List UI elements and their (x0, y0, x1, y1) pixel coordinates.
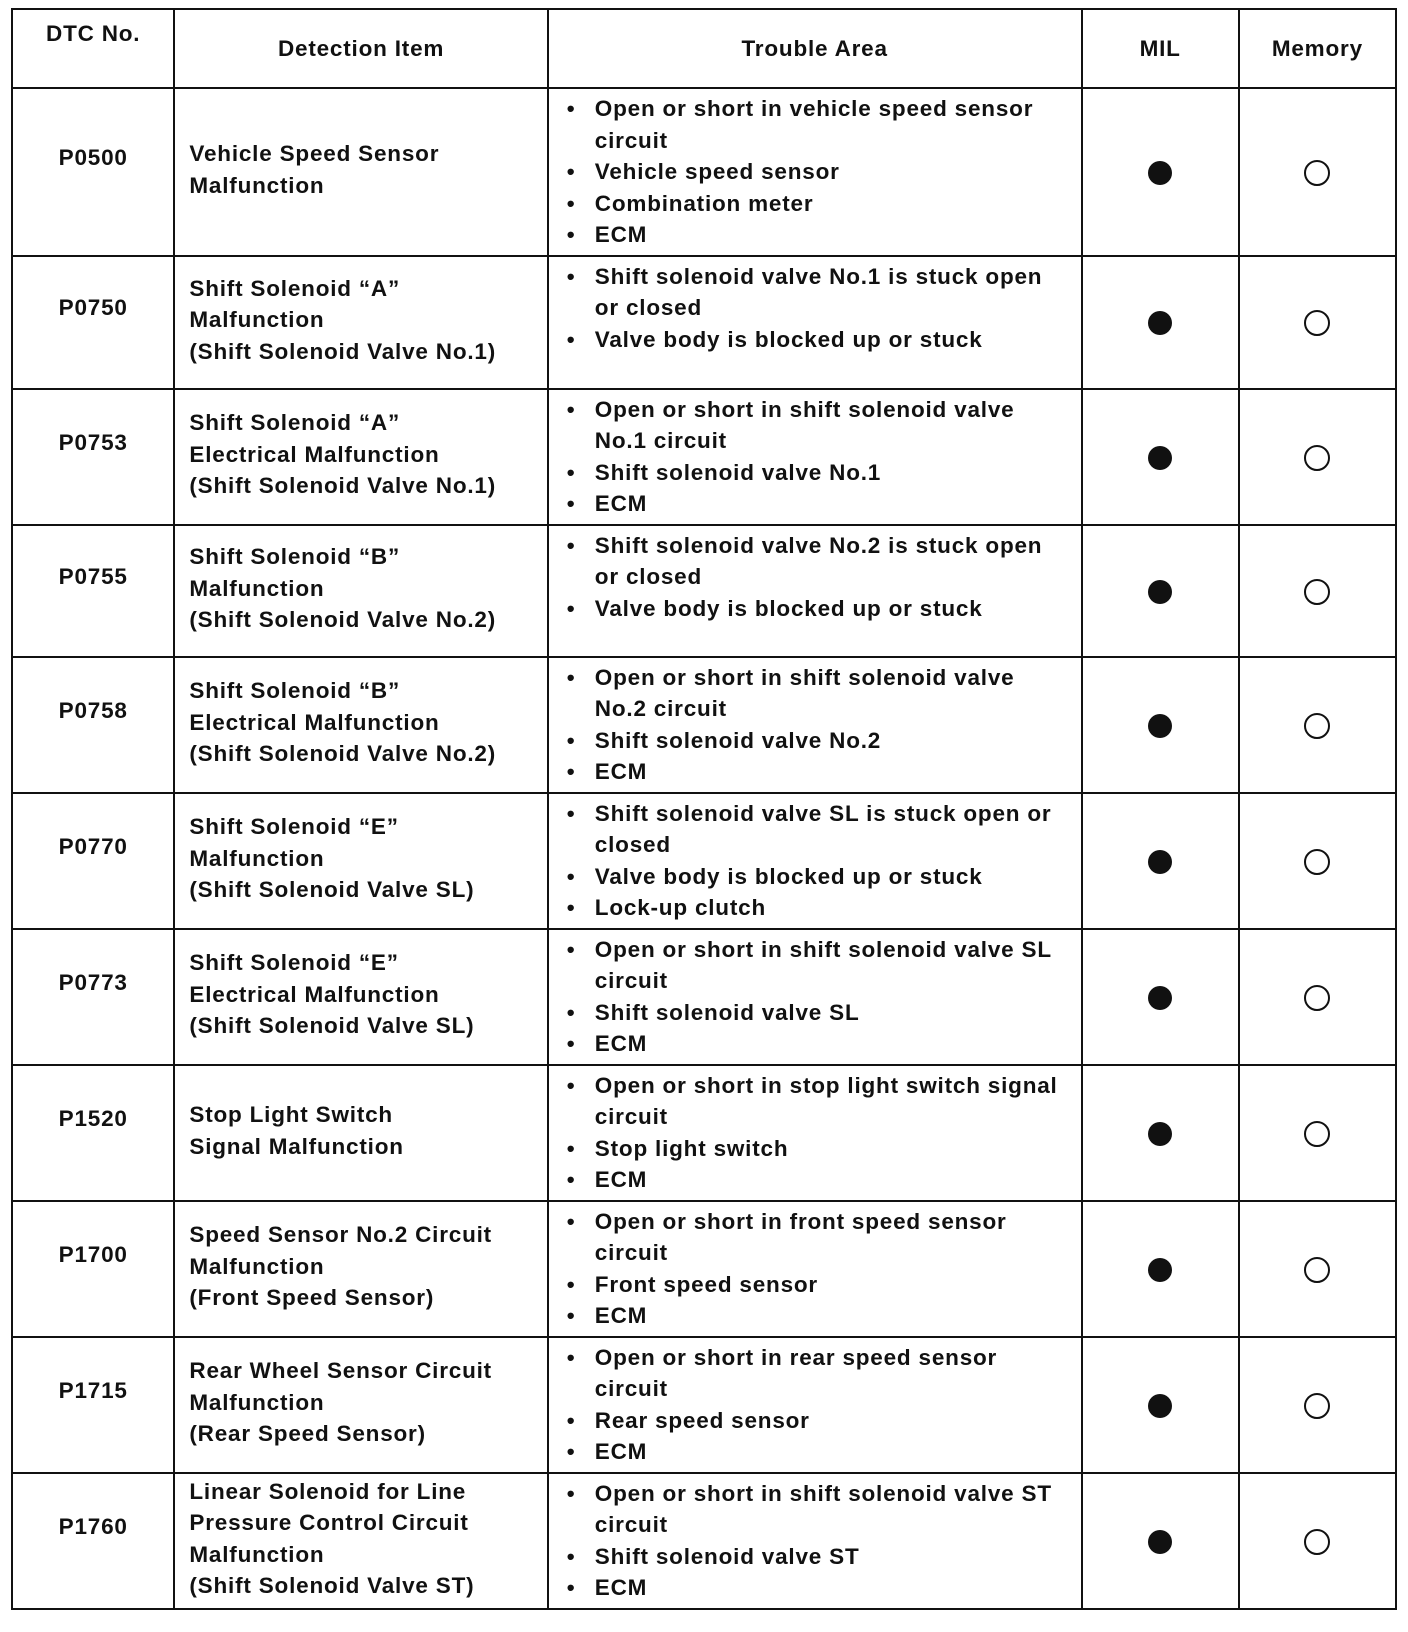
dtc-code: P1760 (58, 1513, 128, 1539)
header-trouble-area: Trouble Area (548, 9, 1082, 88)
detection-item-line: Shift Solenoid “A” (189, 275, 401, 301)
table-row (12, 525, 1396, 657)
memory-cell (1239, 256, 1396, 389)
trouble-area-list (565, 394, 1073, 520)
trouble-area-cell (548, 1065, 1082, 1201)
trouble-area-item: • Open or short in front speed sensor circuit (565, 1206, 1073, 1269)
table-row (12, 1337, 1396, 1473)
detection-item-line: Shift Solenoid “E” (189, 950, 399, 976)
trouble-area-list (565, 1342, 1073, 1468)
table-row (12, 389, 1396, 525)
detection-item-line: Malfunction (189, 172, 325, 198)
mil-filled-circle-icon (1148, 850, 1172, 874)
dtc-table-body (12, 88, 1396, 1609)
header-mil: MIL (1082, 9, 1239, 88)
trouble-area-item: • ECM (565, 1164, 1073, 1196)
table-row (12, 929, 1396, 1065)
dtc-code-cell (12, 1201, 174, 1337)
detection-item-line: Electrical Malfunction (189, 981, 440, 1007)
mil-cell (1082, 525, 1239, 657)
trouble-area-cell (548, 256, 1082, 389)
memory-cell (1239, 657, 1396, 793)
trouble-area-item: • Open or short in shift solenoid valve No.1 circuit (565, 394, 1073, 457)
detection-item-line: Malfunction (189, 575, 325, 601)
dtc-code-cell (12, 525, 174, 657)
trouble-area-list (565, 261, 1073, 356)
dtc-code: P1520 (58, 1105, 128, 1131)
trouble-area-item: • Open or short in vehicle speed sensor circuit (565, 93, 1073, 156)
detection-item-cell (174, 1065, 547, 1201)
detection-item-line: Pressure Control Circuit (189, 1510, 469, 1535)
memory-open-circle-icon (1304, 445, 1330, 471)
trouble-area-item: • Open or short in stop light switch signal circuit (565, 1070, 1073, 1133)
memory-open-circle-icon (1304, 1529, 1330, 1555)
detection-item-line: (Shift Solenoid Valve ST) (189, 1573, 475, 1598)
memory-cell (1239, 1201, 1396, 1337)
mil-filled-circle-icon (1148, 446, 1172, 470)
detection-item-line: Malfunction (189, 845, 325, 871)
dtc-code-cell (12, 256, 174, 389)
trouble-area-item: • Open or short in shift solenoid valve No.2 circuit (565, 662, 1073, 725)
trouble-area-cell (548, 1337, 1082, 1473)
trouble-area-item: • Shift solenoid valve No.1 is stuck open or closed (565, 261, 1073, 324)
memory-open-circle-icon (1304, 985, 1330, 1011)
mil-cell (1082, 1065, 1239, 1201)
trouble-area-cell (548, 389, 1082, 525)
dtc-code-cell (12, 88, 174, 256)
trouble-area-item: • Open or short in rear speed sensor circuit (565, 1342, 1073, 1405)
mil-filled-circle-icon (1148, 986, 1172, 1010)
table-row (12, 793, 1396, 929)
mil-filled-circle-icon (1148, 580, 1172, 604)
mil-filled-circle-icon (1148, 1394, 1172, 1418)
detection-item-line: Malfunction (189, 307, 325, 333)
dtc-code: P1700 (58, 1241, 128, 1267)
header-memory: Memory (1239, 9, 1396, 88)
trouble-area-list (565, 1206, 1073, 1332)
mil-cell (1082, 1201, 1239, 1337)
memory-open-circle-icon (1304, 713, 1330, 739)
memory-open-circle-icon (1304, 579, 1330, 605)
trouble-area-item: • Shift solenoid valve No.2 (565, 725, 1073, 757)
trouble-area-item: • ECM (565, 1300, 1073, 1332)
dtc-code-cell (12, 1337, 174, 1473)
trouble-area-list (565, 798, 1073, 924)
mil-filled-circle-icon (1148, 1530, 1172, 1554)
dtc-code-cell (12, 929, 174, 1065)
detection-item-line: Electrical Malfunction (189, 709, 440, 735)
dtc-code: P0773 (58, 969, 128, 995)
detection-item-line: Shift Solenoid “A” (189, 410, 401, 436)
mil-cell (1082, 389, 1239, 525)
mil-cell (1082, 793, 1239, 929)
trouble-area-list (565, 530, 1073, 625)
mil-cell (1082, 88, 1239, 256)
trouble-area-cell (548, 1473, 1082, 1609)
trouble-area-cell (548, 88, 1082, 256)
trouble-area-cell (548, 1201, 1082, 1337)
detection-item-line: Shift Solenoid “E” (189, 814, 399, 840)
memory-cell (1239, 1473, 1396, 1609)
table-row (12, 256, 1396, 389)
memory-cell (1239, 1337, 1396, 1473)
dtc-code: P1715 (58, 1377, 128, 1403)
trouble-area-cell (548, 929, 1082, 1065)
trouble-area-cell (548, 525, 1082, 657)
dtc-code: P0758 (58, 697, 128, 723)
trouble-area-item: • Open or short in shift solenoid valve ST circuit (565, 1478, 1073, 1541)
detection-item-cell (174, 657, 547, 793)
table-row (12, 1473, 1396, 1609)
trouble-area-item: • ECM (565, 488, 1073, 520)
dtc-code: P0750 (58, 295, 128, 321)
memory-cell (1239, 929, 1396, 1065)
trouble-area-item: • Shift solenoid valve ST (565, 1541, 1073, 1573)
trouble-area-item: • Front speed sensor (565, 1269, 1073, 1301)
detection-item-cell (174, 525, 547, 657)
trouble-area-item: • Rear speed sensor (565, 1405, 1073, 1437)
trouble-area-cell (548, 657, 1082, 793)
mil-filled-circle-icon (1148, 311, 1172, 335)
trouble-area-item: • Combination meter (565, 188, 1073, 220)
header-detection-item: Detection Item (174, 9, 547, 88)
trouble-area-item: • Open or short in shift solenoid valve SL circuit (565, 934, 1073, 997)
detection-item-line: (Front Speed Sensor) (189, 1285, 435, 1311)
memory-cell (1239, 88, 1396, 256)
trouble-area-list (565, 662, 1073, 788)
detection-item-cell (174, 1473, 547, 1609)
memory-open-circle-icon (1304, 160, 1330, 186)
memory-cell (1239, 389, 1396, 525)
dtc-code: P0770 (58, 833, 128, 859)
detection-item-line: Malfunction (189, 1389, 325, 1415)
header-dtc: DTC No. (12, 9, 174, 88)
detection-item-line: Shift Solenoid “B” (189, 544, 401, 570)
memory-open-circle-icon (1304, 1393, 1330, 1419)
dtc-code-cell (12, 1473, 174, 1609)
detection-item-cell (174, 389, 547, 525)
detection-item-line: (Shift Solenoid Valve No.2) (189, 607, 497, 633)
table-row (12, 88, 1396, 256)
trouble-area-item: • Shift solenoid valve No.1 (565, 457, 1073, 489)
memory-open-circle-icon (1304, 1121, 1330, 1147)
detection-item-line: (Shift Solenoid Valve No.2) (189, 741, 497, 767)
detection-item-cell (174, 256, 547, 389)
memory-open-circle-icon (1304, 849, 1330, 875)
detection-item-line: (Shift Solenoid Valve SL) (189, 877, 475, 903)
memory-cell (1239, 1065, 1396, 1201)
detection-item-line: Stop Light Switch (189, 1102, 393, 1127)
table-row (12, 657, 1396, 793)
trouble-area-item: • ECM (565, 1572, 1073, 1604)
dtc-code: P0753 (58, 429, 128, 455)
trouble-area-list (565, 1478, 1073, 1604)
trouble-area-item: • Valve body is blocked up or stuck (565, 593, 1073, 625)
header-row (12, 9, 1396, 88)
table-row (12, 1065, 1396, 1201)
mil-filled-circle-icon (1148, 161, 1172, 185)
mil-cell (1082, 256, 1239, 389)
trouble-area-item: • Shift solenoid valve No.2 is stuck open or closed (565, 530, 1073, 593)
trouble-area-cell (548, 793, 1082, 929)
mil-filled-circle-icon (1148, 1258, 1172, 1282)
mil-cell (1082, 929, 1239, 1065)
mil-cell (1082, 1337, 1239, 1473)
memory-cell (1239, 525, 1396, 657)
dtc-code-cell (12, 657, 174, 793)
detection-item-cell (174, 929, 547, 1065)
dtc-code: P0755 (58, 563, 128, 589)
detection-item-line: Malfunction (189, 1253, 325, 1279)
trouble-area-list (565, 1070, 1073, 1196)
trouble-area-item: • Shift solenoid valve SL (565, 997, 1073, 1029)
table-row (12, 1201, 1396, 1337)
detection-item-line: Linear Solenoid for Line (189, 1478, 467, 1504)
detection-item-line: Malfunction (189, 1541, 325, 1567)
detection-item-cell (174, 793, 547, 929)
mil-cell (1082, 1473, 1239, 1609)
trouble-area-item: • Stop light switch (565, 1133, 1073, 1165)
dtc-code-cell (12, 793, 174, 929)
trouble-area-item: • Shift solenoid valve SL is stuck open or closed (565, 798, 1073, 861)
trouble-area-item: • ECM (565, 756, 1073, 788)
detection-item-line: Rear Wheel Sensor Circuit (189, 1358, 492, 1384)
trouble-area-list (565, 93, 1073, 251)
trouble-area-item: • ECM (565, 219, 1073, 251)
memory-open-circle-icon (1304, 310, 1330, 336)
memory-cell (1239, 793, 1396, 929)
trouble-area-list (565, 934, 1073, 1060)
memory-open-circle-icon (1304, 1257, 1330, 1283)
detection-item-line: Vehicle Speed Sensor (189, 141, 440, 167)
detection-item-cell (174, 1337, 547, 1473)
detection-item-line: (Shift Solenoid Valve No.1) (189, 473, 497, 499)
trouble-area-item: • Valve body is blocked up or stuck (565, 861, 1073, 893)
dtc-table (11, 8, 1397, 1610)
detection-item-line: Signal Malfunction (189, 1133, 404, 1159)
detection-item-line: (Shift Solenoid Valve SL) (189, 1013, 475, 1039)
detection-item-line: (Rear Speed Sensor) (189, 1421, 426, 1447)
mil-cell (1082, 657, 1239, 793)
trouble-area-item: • Vehicle speed sensor (565, 156, 1073, 188)
mil-filled-circle-icon (1148, 1122, 1172, 1146)
trouble-area-item: • ECM (565, 1436, 1073, 1468)
detection-item-line: Electrical Malfunction (189, 441, 440, 467)
trouble-area-item: • Lock-up clutch (565, 892, 1073, 924)
trouble-area-item: • ECM (565, 1028, 1073, 1060)
dtc-code: P0500 (58, 145, 128, 170)
trouble-area-item: • Valve body is blocked up or stuck (565, 324, 1073, 356)
mil-filled-circle-icon (1148, 714, 1172, 738)
dtc-code-cell (12, 389, 174, 525)
detection-item-line: (Shift Solenoid Valve No.1) (189, 338, 497, 364)
detection-item-line: Shift Solenoid “B” (189, 678, 401, 704)
detection-item-line: Speed Sensor No.2 Circuit (189, 1222, 492, 1248)
dtc-code-cell (12, 1065, 174, 1201)
detection-item-cell (174, 1201, 547, 1337)
detection-item-cell (174, 88, 547, 256)
